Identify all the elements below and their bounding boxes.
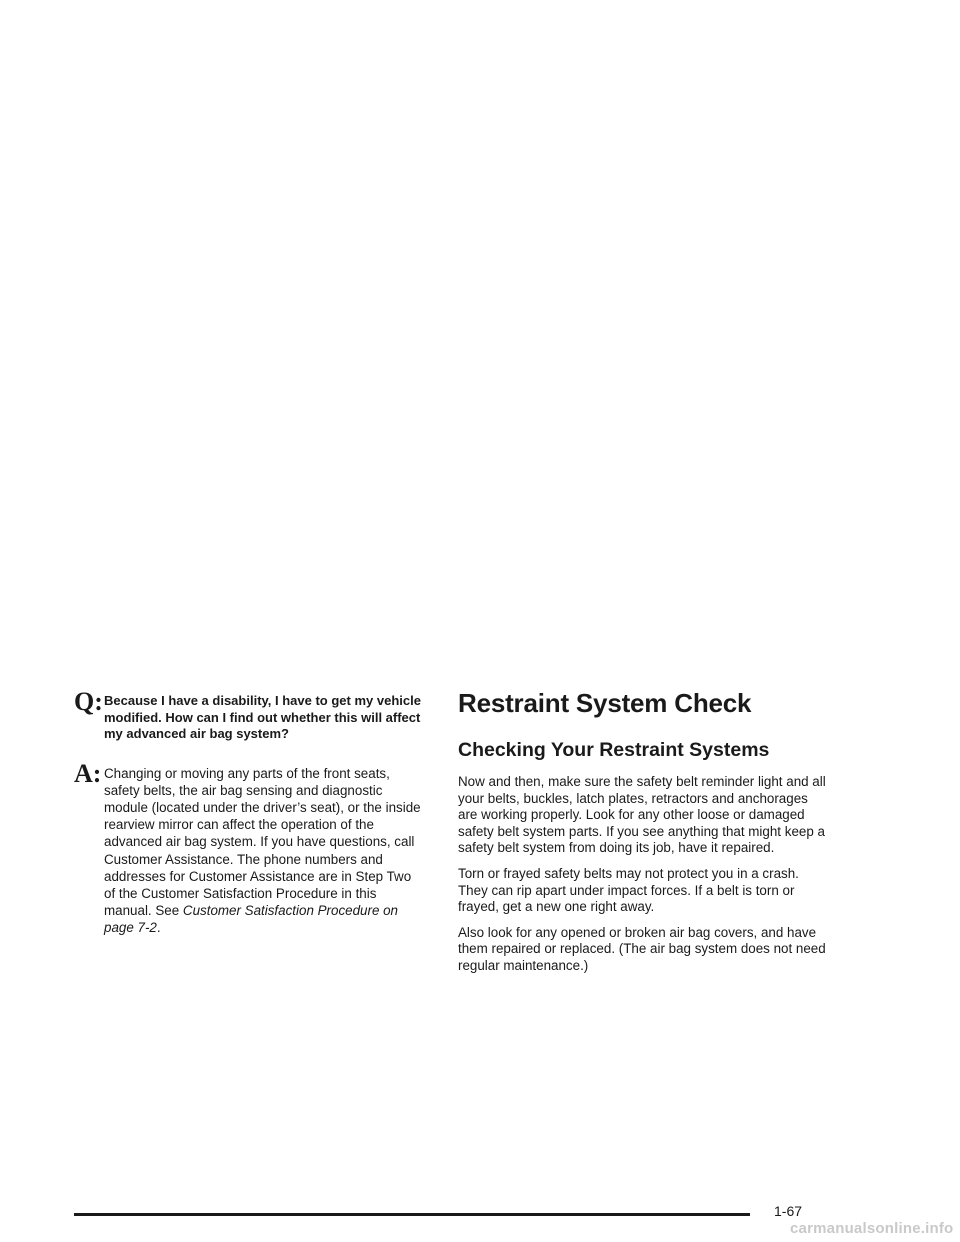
question-text: Because I have a disability, I have to get my vehicle modified. How can I find out whether this will affect my advanced air bag system? [104, 693, 421, 741]
qa-column [74, 687, 426, 937]
footer-rule [74, 1213, 750, 1216]
answer-body: Changing or moving any parts of the front seats, safety belts, the air bag sensing and diagnostic module (located under the driver’s seat), or the inside rearview mirror can affect the operation of the advanced air bag system. If you have questions, call Customer Assistance. The phone numbers and addresses for Customer Assistance are in Step Two of the Customer Satisfaction Procedure in this manual. See [104, 765, 421, 919]
section-subtitle: Checking Your Restraint Systems [458, 739, 770, 761]
question-block [74, 687, 426, 743]
paragraph-3: Also look for any opened or broken air bag covers, and have them repaired or replaced. (The air bag system does not need regular maintenance.) [458, 924, 826, 973]
answer-end: . [156, 920, 161, 936]
paragraph-1: Now and then, make sure the safety belt reminder light and all your belts, buckles, latch plates, retractors and anchorages are working properly. Look for any other loose or damaged safety belt system parts. If you see anything that might keep a safety belt system from doing its job, have it repaired. [458, 774, 826, 856]
answer-block [74, 758, 426, 937]
watermark: carmanualsonline.info [790, 1220, 954, 1237]
question-marker: Q: [74, 687, 103, 716]
answer-marker: A: [74, 758, 102, 788]
section-title: Restraint System Check [458, 688, 752, 718]
answer-reference-link[interactable]: Customer Satisfaction Procedure on page 7-2 [104, 903, 399, 936]
restraint-check-column [458, 688, 828, 975]
page-number: 1-67 [774, 1203, 803, 1219]
answer-text [104, 765, 426, 937]
paragraph-2: Torn or frayed safety belts may not protect you in a crash. They can rip apart under impact forces. If a belt is torn or frayed, get a new one right away. [458, 865, 799, 915]
